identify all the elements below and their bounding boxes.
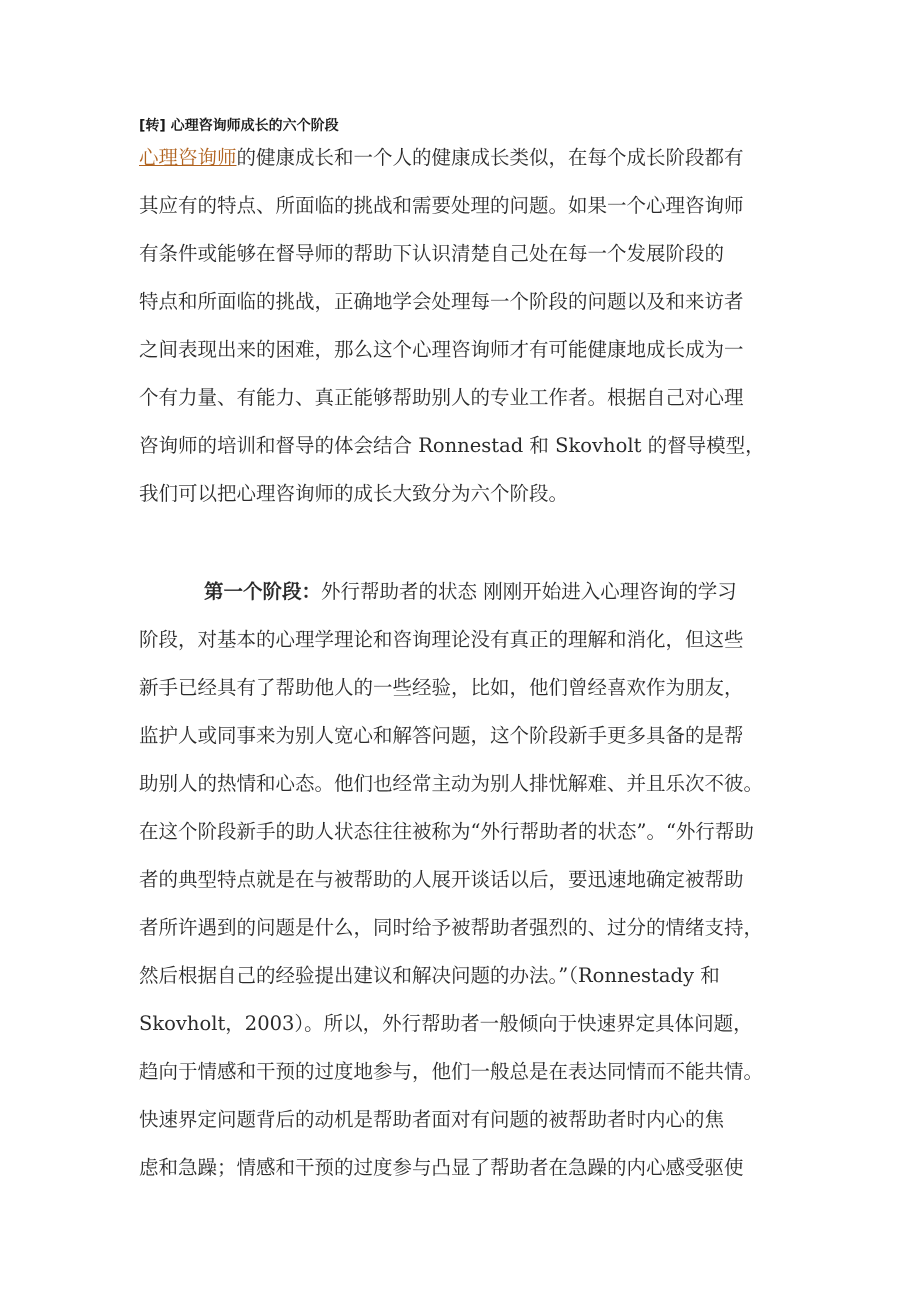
stage1-line-5: 助别人的热情和心态。他们也经常主动为别人排忧解难、并且乐次不彼。	[139, 772, 764, 795]
stage1-line-3: 新手已经具有了帮助他人的一些经验，比如，他们曾经喜欢作为朋友，	[139, 676, 744, 699]
intro-line-6: 个有力量、有能力、真正能够帮助别人的专业工作者。根据自己对心理	[139, 386, 744, 409]
stage1-label: 第一个阶段：	[204, 580, 322, 603]
intro-line-7: 咨询师的培训和督导的体会结合 Ronnestad 和 Skovholt 的督导模型，	[139, 434, 765, 457]
intro-line-1: 心理咨询师的健康成长和一个人的健康成长类似，在每个成长阶段都有	[139, 146, 744, 169]
document-title: [转] 心理咨询师成长的六个阶段	[139, 118, 339, 134]
stage1-line-10: Skovholt，2003）。所以，外行帮助者一般倾向于快速界定具体问题，	[139, 1012, 753, 1035]
counselor-link[interactable]: 心理咨询师	[139, 146, 237, 169]
intro-line-8: 我们可以把心理咨询师的成长大致分为六个阶段。	[139, 482, 569, 505]
stage1-line-8: 者所许遇到的问题是什么，同时给予被帮助者强烈的、过分的情绪支持，	[139, 916, 764, 939]
stage1-line-7: 者的典型特点就是在与被帮助的人展开谈话以后，要迅速地确定被帮助	[139, 868, 744, 891]
stage1-line-1: 第一个阶段：外行帮助者的状态 刚刚开始进入心理咨询的学习	[204, 580, 737, 603]
stage1-line-13: 虑和急躁；情感和干预的过度参与凸显了帮助者在急躁的内心感受驱使	[139, 1156, 744, 1179]
stage1-line-9: 然后根据自己的经验提出建议和解决问题的办法。”（Ronnestady 和	[139, 964, 720, 987]
intro-line-5: 之间表现出来的困难，那么这个心理咨询师才有可能健康地成长成为一	[139, 338, 744, 361]
stage1-line-12: 快速界定问题背后的动机是帮助者面对有问题的被帮助者时内心的焦	[139, 1108, 725, 1131]
intro-line-2: 其应有的特点、所面临的挑战和需要处理的问题。如果一个心理咨询师	[139, 194, 744, 217]
stage1-line-2: 阶段，对基本的心理学理论和咨询理论没有真正的理解和消化，但这些	[139, 628, 744, 651]
stage1-line-6: 在这个阶段新手的助人状态往往被称为“外行帮助者的状态”。“外行帮助	[139, 820, 754, 843]
stage1-line-4: 监护人或同事来为别人宽心和解答问题，这个阶段新手更多具备的是帮	[139, 724, 744, 747]
intro-line-3: 有条件或能够在督导师的帮助下认识清楚自己处在每一个发展阶段的	[139, 242, 725, 265]
stage1-line-11: 趋向于情感和干预的过度地参与，他们一般总是在表达同情而不能共情。	[139, 1060, 764, 1083]
intro-line-4: 特点和所面临的挑战，正确地学会处理每一个阶段的问题以及和来访者	[139, 290, 744, 313]
